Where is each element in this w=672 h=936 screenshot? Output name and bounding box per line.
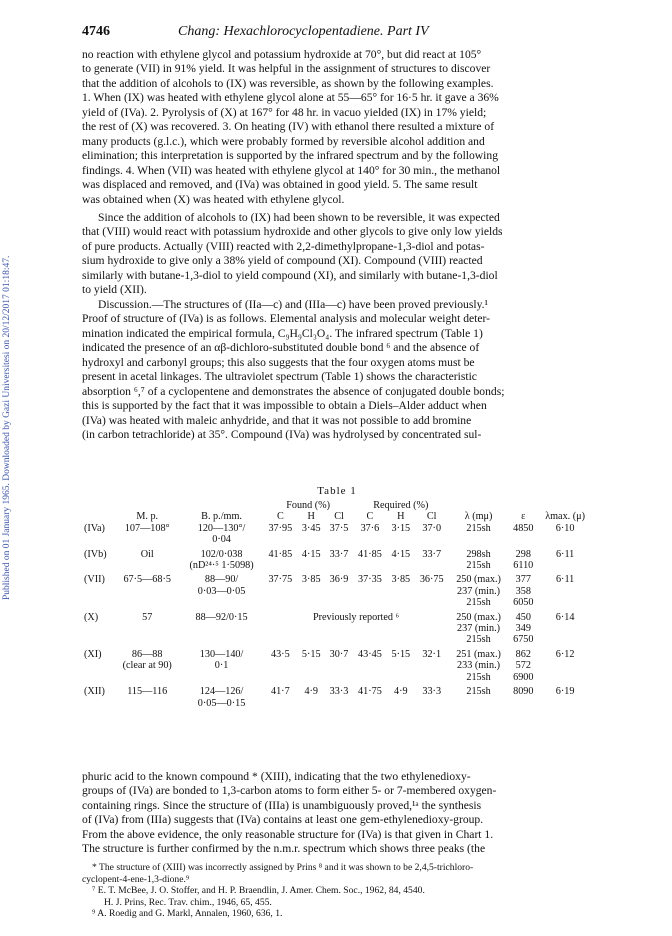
text-line: present in acetal linkages. The ultraviolet spectrum (Table 1) shows the characteristic: [82, 370, 477, 384]
table-cell: [325, 672, 353, 683]
table-cell: [115, 597, 180, 608]
table-cell: 4·9: [304, 686, 319, 698]
table-cell: 4·15: [301, 548, 321, 560]
table-row: [82, 672, 592, 683]
table-cell: 377: [515, 574, 531, 586]
table-cell: [387, 534, 415, 545]
table-cell: [180, 597, 264, 608]
table-row: [82, 597, 592, 608]
table-cell: [325, 698, 353, 709]
table-cell: (VII): [84, 574, 105, 586]
table-cell: [353, 534, 387, 545]
table-cell: [297, 586, 325, 597]
text-line: many products (g.l.c.), which were probably formed by reversible alcohol addition and: [82, 134, 485, 148]
table-cell: [538, 560, 592, 571]
table-row: [82, 534, 592, 545]
column-header: H: [397, 511, 405, 523]
table-cell: [538, 660, 592, 671]
table-cell: [538, 672, 592, 683]
table-cell: 6·10: [555, 522, 575, 534]
table-cell: [82, 597, 115, 608]
table-cell: 6·14: [555, 611, 575, 623]
footnote: H. J. Prins, Rec. Trav. chim., 1946, 65, 455.: [104, 896, 272, 908]
table-cell: [415, 698, 449, 709]
column-header: H: [307, 511, 315, 523]
table-cell: [325, 586, 353, 597]
table-cell: 3·15: [391, 522, 411, 534]
table-cell: 41·85: [268, 548, 293, 560]
table-cell: (XI): [84, 648, 102, 660]
table-cell: 33·7: [329, 548, 349, 560]
table-cell: 0·05—0·15: [197, 697, 246, 709]
table-row: [82, 609, 592, 623]
required-header: Required (%): [373, 500, 429, 511]
table-cell: [387, 634, 415, 645]
table-cell: 250 (max.): [456, 574, 501, 586]
text-line: that the addition of alcohols to (IX) was reversible, as shown by the following examples.: [82, 76, 494, 90]
table-cell: 250 (max.): [456, 611, 501, 623]
column-header: λmax. (μ): [545, 511, 586, 523]
table-cell: 349: [515, 623, 531, 635]
table-cell: [387, 672, 415, 683]
download-watermark-text: Published on 01 January 1965. Downloaded by Gazi Universitesi on 20/12/2017 01:18:47.: [2, 255, 12, 600]
previously-reported-note: Previously reported ⁶: [312, 611, 400, 623]
table-cell: [297, 623, 325, 634]
table-row: [82, 646, 592, 660]
table-cell: [297, 698, 325, 709]
text-line: of pure products. Actually (VIII) reacted with 2,2-dimethylpropane-1,3-diol and potas-: [82, 239, 485, 253]
table-row: [82, 698, 592, 709]
table-cell: [180, 634, 264, 645]
table-row: [82, 523, 592, 534]
table-cell: 6·11: [555, 574, 575, 586]
table-cell: [353, 597, 387, 608]
text-line: phuric acid to the known compound * (XIII), indicating that the two ethylenedioxy-: [82, 770, 471, 783]
table-cell: [449, 698, 509, 709]
table-cell: 4·15: [391, 548, 411, 560]
table-cell: [263, 698, 297, 709]
table-cell: [538, 634, 592, 645]
table-cell: [82, 698, 115, 709]
table-cell: 41·85: [358, 548, 382, 560]
table-cell: 251 (max.): [456, 648, 501, 660]
table-cell: 107—108°: [124, 522, 170, 534]
table-row: [82, 546, 592, 560]
table-cell: [415, 597, 449, 608]
table-cell: [508, 698, 538, 709]
text-line: that (VIII) would react with potassium hydroxide and other glycols to give only low yields: [82, 225, 503, 239]
table-cell: 88—90/: [204, 574, 239, 586]
table-cell: 37·5: [329, 522, 349, 534]
table-cell: 4·9: [394, 686, 408, 698]
text-line: groups of (IVa) are bonded to 1,3-carbon atoms to form either 5- or 7-membered oxygen-: [82, 784, 497, 798]
table-cell: 4850: [513, 522, 534, 534]
table-cell: [353, 660, 387, 671]
table-cell: [115, 634, 180, 645]
table-cell: [387, 586, 415, 597]
table-cell: 115—116: [127, 686, 168, 698]
table-cell: 215sh: [466, 686, 491, 698]
text-line: no reaction with ethylene glycol and potassium hydroxide at 70°, but did react at 105°: [82, 48, 482, 61]
table-cell: 3·85: [391, 574, 411, 586]
table-cell: [415, 672, 449, 683]
text-line: (IVa) was heated with maleic anhydride, and that it was not possible to add bromine: [82, 413, 472, 427]
table-cell: [325, 634, 353, 645]
table-cell: 33·3: [422, 686, 442, 698]
table-cell: (X): [84, 611, 99, 623]
text-line: yield of (IVa). 2. Pyrolysis of (X) at 167° for 48 hr. in vacuo yielded (IX) in 17% yield;: [82, 105, 487, 119]
table-cell: 43·5: [270, 648, 290, 660]
table-cell: 215sh: [466, 522, 491, 534]
table-cell: 36·75: [419, 574, 444, 586]
text-line: indicated the presence of an αβ-dichloro-substituted double bond ⁶ and the absence of: [82, 341, 480, 355]
data-table: [82, 500, 592, 709]
text-line: Proof of structure of (IVa) is as follows. Elemental analysis and molecular weight deter-: [82, 312, 490, 326]
table-cell: [415, 634, 449, 645]
table-cell: 41·7: [270, 686, 290, 698]
text-line: similarly with butane-1,3-diol to yield compound (XI), and similarly with butane-1,3-diol: [82, 268, 498, 282]
table-cell: [297, 534, 325, 545]
text-line: mination indicated the empirical formula, C₉H₉Cl₃O₄. The infrared spectrum (Table 1): [82, 326, 483, 340]
table-cell: [263, 672, 297, 683]
table-cell: [297, 634, 325, 645]
table-row: [82, 586, 592, 597]
footnote: ⁷ E. T. McBee, J. O. Stoffer, and H. P. Braendlin, J. Amer. Chem. Soc., 1962, 84, 4540.: [92, 885, 425, 897]
table-cell: [538, 597, 592, 608]
table-cell: (nD²⁴·⁵ 1·5098): [189, 560, 254, 572]
table-cell: [297, 597, 325, 608]
table-cell: 3·45: [301, 522, 321, 534]
table-cell: [353, 698, 387, 709]
table-cell: [82, 672, 115, 683]
table-cell: [353, 672, 387, 683]
table-row: [82, 683, 592, 697]
table-cell: 6·12: [555, 648, 575, 660]
text-line: Discussion.—The structures of (IIa—c) and (IIIa—c) have been proved previously.¹: [98, 298, 489, 311]
table-cell: 33·7: [422, 548, 442, 560]
table-row: [82, 571, 592, 585]
table-cell: [115, 698, 180, 709]
table-cell: 6050: [513, 597, 534, 609]
table-cell: 130—140/: [199, 648, 244, 660]
table-title: Table 1: [317, 485, 357, 497]
table-cell: [353, 623, 387, 634]
download-watermark: [2, 150, 16, 600]
table-cell: 215sh: [466, 634, 491, 646]
table-cell: 0·1: [214, 660, 229, 672]
table-cell: 36·9: [329, 574, 349, 586]
paragraph-3: [82, 298, 592, 443]
table-row: [82, 560, 592, 571]
table-cell: 30·7: [329, 648, 349, 660]
paragraph-2: [82, 211, 592, 298]
table-cell: 88—92/0·15: [195, 611, 248, 623]
table-cell: [325, 623, 353, 634]
table-cell: [325, 597, 353, 608]
table-cell: 0·03—0·05: [197, 585, 246, 597]
table-cell: 215sh: [466, 560, 491, 572]
table-cell: 237 (min.): [457, 585, 501, 597]
column-header: M. p.: [136, 511, 159, 523]
table-cell: [82, 560, 115, 571]
table-row: [82, 623, 592, 634]
text-line: absorption ⁶,⁷ of a cyclopentene and demonstrates the absence of conjugated double bonds;: [82, 384, 505, 398]
table-cell: 358: [515, 585, 531, 597]
text-line: of (IVa) from (IIIa) suggests that (IVa) contains at least one gem-ethylenedioxy-group.: [82, 813, 484, 827]
text-line: findings. 4. When (VII) was heated with ethylene glycol at 140° for 30 min., the methanol: [82, 163, 501, 177]
table-cell: 67·5—68·5: [123, 574, 171, 586]
table-cell: 102/0·038: [200, 548, 243, 560]
text-line: to yield (XII).: [82, 283, 147, 297]
text-line: to generate (VII) in 91% yield. It was helpful in the assignment of structures to discover: [82, 62, 491, 76]
table-cell: [115, 560, 180, 571]
text-line: containing rings. Since the structure of (IIIa) is unambiguously proved,¹ᵃ the synthesis: [82, 798, 482, 812]
table-cell: 43·45: [358, 648, 382, 660]
text-line: The structure is further confirmed by the n.m.r. spectrum which shows three peaks (the: [82, 842, 486, 856]
column-header: Cl: [334, 511, 344, 523]
table-cell: [82, 660, 115, 671]
table-cell: 233 (min.): [457, 660, 501, 672]
table-header-group: [82, 500, 592, 511]
column-header: B. p./mm.: [201, 511, 242, 523]
table-cell: [180, 672, 264, 683]
table-cell: 862: [515, 648, 531, 660]
column-header: λ (mμ): [464, 511, 493, 523]
table-cell: 0·04: [212, 534, 231, 546]
table-cell: 37·35: [358, 574, 382, 586]
paragraph-4: [82, 770, 592, 857]
table-cell: [297, 672, 325, 683]
table-cell: 8090: [513, 686, 534, 698]
table-cell: [415, 560, 449, 571]
table-cell: 124—126/: [199, 686, 244, 698]
table-cell: 37·75: [268, 574, 293, 586]
table-cell: [82, 534, 115, 545]
table-cell: 37·0: [422, 522, 442, 534]
table-cell: [353, 634, 387, 645]
page-header: [82, 24, 592, 42]
table-cell: [82, 623, 115, 634]
text-line: From the above evidence, the only reasonable structure for (IVa) is that given in Chart 1.: [82, 827, 494, 841]
column-header: Cl: [426, 511, 437, 523]
table-cell: [387, 698, 415, 709]
table-cell: Oil: [140, 548, 154, 560]
table-cell: (XII): [84, 686, 105, 698]
table-cell: [263, 534, 297, 545]
table-cell: [415, 623, 449, 634]
text-line: the rest of (X) was recovered. 3. On heating (IV) with ethanol there resulted a mixture of: [82, 120, 495, 134]
table-cell: [263, 634, 297, 645]
table-row: [82, 660, 592, 671]
table-cell: 237 (min.): [457, 623, 501, 635]
table-cell: 86—88: [131, 648, 163, 660]
table-cell: [325, 534, 353, 545]
table-cell: [82, 634, 115, 645]
table-cell: 3·85: [301, 574, 321, 586]
column-header: C: [366, 511, 374, 523]
table-cell: [415, 660, 449, 671]
table-cell: 57: [142, 611, 153, 623]
table-cell: 32·1: [422, 648, 442, 660]
table-cell: 5·15: [301, 648, 321, 660]
table-cell: 215sh: [466, 597, 491, 609]
table-cell: [538, 698, 592, 709]
table-cell: 450: [515, 611, 531, 623]
footnote: cyclopent-4-ene-1,3-dione.⁹: [82, 873, 190, 885]
table-cell: [387, 560, 415, 571]
paragraph-1: [82, 48, 592, 207]
table-cell: [263, 586, 297, 597]
table-cell: [263, 660, 297, 671]
table-cell: [115, 672, 180, 683]
table-cell: [263, 560, 297, 571]
table-cell: [297, 560, 325, 571]
table-cell: 5·15: [391, 648, 411, 660]
table-cell: [353, 586, 387, 597]
table-cell: [115, 623, 180, 634]
table-cell: 6110: [513, 560, 534, 572]
table-cell: 6900: [513, 671, 534, 683]
table-cell: 37·95: [268, 522, 293, 534]
table-cell: [508, 534, 538, 545]
table-cell: (IVa): [84, 522, 105, 534]
table-cell: [387, 623, 415, 634]
table-cell: 6750: [513, 634, 534, 646]
column-header: [82, 511, 115, 522]
table-cell: 298sh: [466, 548, 491, 560]
column-header: C: [276, 511, 284, 523]
table-cell: [538, 586, 592, 597]
table-cell: 41·75: [358, 686, 382, 698]
table-cell: [387, 660, 415, 671]
table-cell: 6·11: [555, 548, 575, 560]
table-cell: [263, 623, 297, 634]
table-cell: [297, 660, 325, 671]
table-cell: [353, 560, 387, 571]
table-cell: 37·6: [360, 522, 380, 534]
table-cell: [538, 623, 592, 634]
found-header: Found (%): [286, 500, 331, 511]
text-line: Since the addition of alcohols to (IX) had been shown to be reversible, it was expected: [98, 211, 500, 224]
page-number: 4746: [82, 24, 110, 39]
table-cell: 6·19: [555, 686, 575, 698]
table-cell: [325, 660, 353, 671]
table-body: [82, 523, 592, 709]
table-header-row: [82, 511, 592, 522]
footnotes: [82, 862, 592, 920]
text-line: this is supported by the fact that it was impossible to obtain a Diels–Alder adduct when: [82, 399, 487, 413]
table-cell: (IVb): [84, 548, 107, 560]
footnote: * The structure of (XIII) was incorrectly assigned by Prins ⁸ and it was shown to be 2,4,5-trichloro-: [92, 862, 474, 873]
table-cell: 120—130°/: [197, 522, 246, 534]
footnote: ⁹ A. Roedig and G. Markl, Annalen, 1960, 636, 1.: [92, 908, 283, 920]
text-line: 1. When (IX) was heated with ethylene glycol alone at 55—65° for 16·5 hr. it gave a 36%: [82, 91, 499, 105]
table-cell: [82, 586, 115, 597]
table-cell: [449, 534, 509, 545]
table-cell: [325, 560, 353, 571]
table-cell: 33·3: [329, 686, 349, 698]
table-cell: [538, 534, 592, 545]
column-header: ε: [521, 511, 526, 523]
text-line: hydroxyl and carbonyl groups; this also suggests that the four oxygen atoms must be: [82, 355, 475, 369]
table-cell: [415, 534, 449, 545]
table-row: [82, 634, 592, 645]
text-line: was displaced and removed, and (IVa) was obtained in good yield. 5. The same result: [82, 178, 478, 192]
table-cell: 572: [515, 660, 531, 672]
table-cell: [115, 586, 180, 597]
text-line: was obtained when (X) was heated with ethylene glycol.: [82, 192, 345, 206]
table-cell: [180, 623, 264, 634]
running-title: Chang: Hexachlorocyclopentadiene. Part IV: [178, 24, 429, 39]
text-line: elimination; this interpretation is supported by the infrared spectrum and by the following: [82, 149, 498, 163]
table-cell: [387, 597, 415, 608]
table-cell: [263, 597, 297, 608]
table-cell: [115, 534, 180, 545]
table-cell: (clear at 90): [122, 660, 172, 672]
text-line: sium hydroxide to give only a 38% yield of compound (XI). Compound (VIII) reacted: [82, 254, 483, 268]
table-cell: 215sh: [466, 671, 491, 683]
table-cell: 298: [515, 548, 531, 560]
text-line: (in carbon tetrachloride) at 35°. Compound (IVa) was hydrolysed by concentrated sul-: [82, 428, 482, 442]
table-cell: [415, 586, 449, 597]
